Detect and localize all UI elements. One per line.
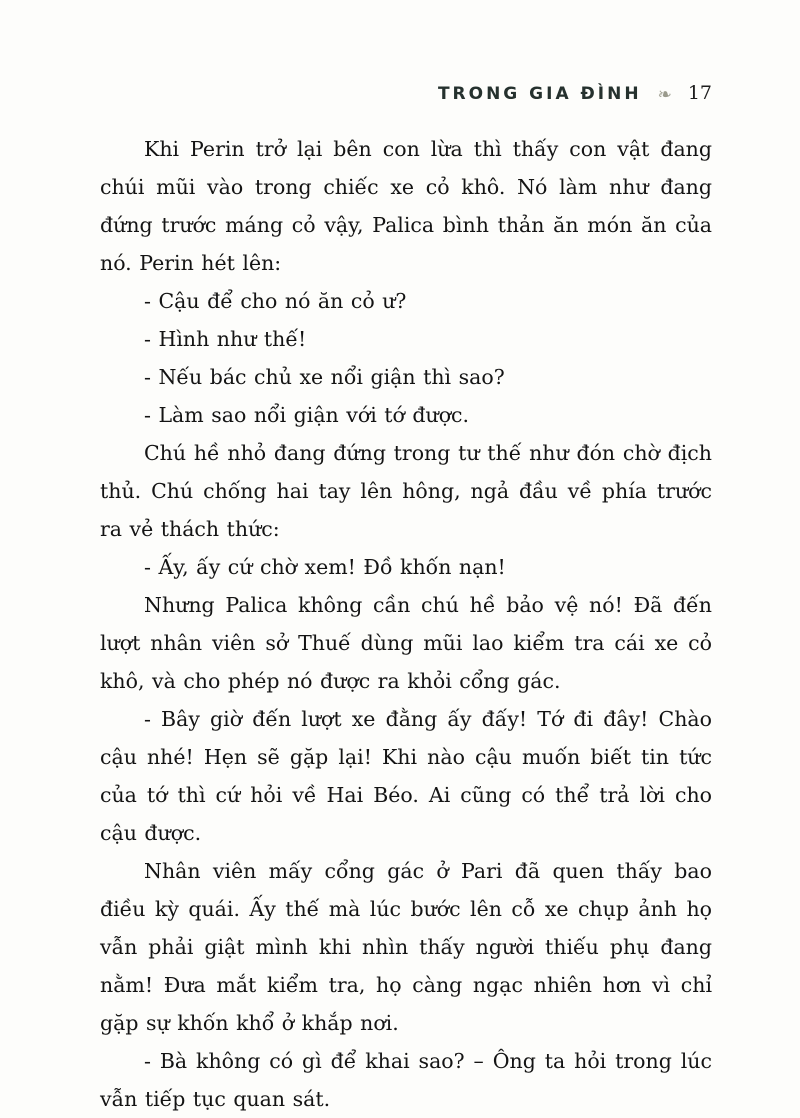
running-header bbox=[100, 82, 712, 104]
paragraph: Nhưng Palica không cần chú hề bảo vệ nó! Đã đến lượt nhân viên sở Thuế dùng mũi lao kiểm tra cái xe cỏ khô, và cho phép nó được ra khỏi cổng gác. bbox=[100, 593, 712, 693]
body-text bbox=[100, 130, 712, 1118]
dialogue-line: - Bà không có gì để khai sao? – Ông ta hỏi trong lúc vẫn tiếp tục quan sát. bbox=[100, 1049, 712, 1111]
dialogue-line: - Bây giờ đến lượt xe đằng ấy đấy! Tớ đi đây! Chào cậu nhé! Hẹn sẽ gặp lại! Khi nào cậu muốn biết tin tức của tớ thì cứ hỏi về Hai Béo. Ai cũng có thể trả lời cho cậu được. bbox=[100, 707, 712, 845]
paragraph: Chú hề nhỏ đang đứng trong tư thế như đón chờ địch thủ. Chú chống hai tay lên hông, ngả đầu về phía trước ra vẻ thách thức: bbox=[100, 441, 712, 541]
dialogue-line: - Cậu để cho nó ăn cỏ ư? bbox=[144, 289, 407, 313]
dialogue-line: - Hình như thế! bbox=[144, 327, 307, 351]
floral-ornament-icon: ❧ bbox=[657, 85, 672, 105]
page-number: 17 bbox=[687, 82, 712, 104]
dialogue-line: - Làm sao nổi giận với tớ được. bbox=[144, 403, 470, 427]
dialogue-line: - Nếu bác chủ xe nổi giận thì sao? bbox=[144, 365, 505, 389]
paragraph: Khi Perin trở lại bên con lừa thì thấy con vật đang chúi mũi vào trong chiếc xe cỏ khô. Nó làm như đang đứng trước máng cỏ vậy, Palica bình thản ăn món ăn của nó. Perin hét lên: bbox=[100, 137, 712, 275]
dialogue-line: - Ấy, ấy cứ chờ xem! Đồ khốn nạn! bbox=[144, 555, 506, 579]
paragraph: Nhân viên mấy cổng gác ở Pari đã quen thấy bao điều kỳ quái. Ấy thế mà lúc bước lên cỗ xe chụp ảnh họ vẫn phải giật mình khi nhìn thấy người thiếu phụ đang nằm! Đưa mắt kiểm tra, họ càng ngạc nhiên hơn vì chỉ gặp sự khốn khổ ở khắp nơi. bbox=[100, 859, 712, 1035]
chapter-title: TRONG GIA ĐÌNH bbox=[437, 84, 642, 104]
